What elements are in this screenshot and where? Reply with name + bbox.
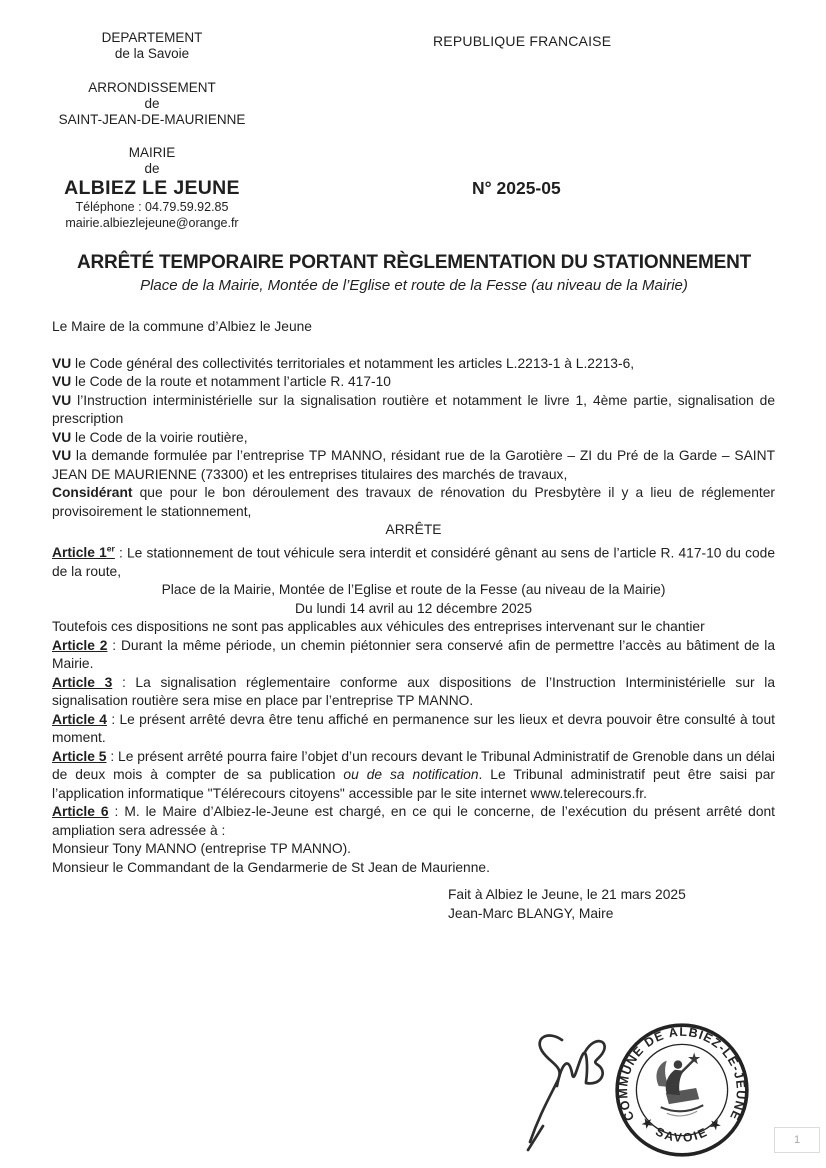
stamp-bottom-arc-text: ★ SAVOIE ★ [638,1114,726,1145]
article-3-label: Article 3 [52,674,113,690]
vu-item [52,447,775,484]
phone-line: Téléphone : 04.79.59.92.85 [75,200,229,214]
considerant-text: que pour le bon déroulement des travaux de rénovation du Presbytère il y a lieu de réglementer provisoirement le stationnement, [52,485,775,519]
arrondissement-label: ARRONDISSEMENT [88,80,216,95]
article-5-label: Article 5 [52,748,107,764]
vu-item [52,373,775,392]
article-4 [52,711,775,748]
doc-title: ARRÊTÉ TEMPORAIRE PORTANT RÈGLEMENTATION DU STATIONNEMENT [77,252,751,273]
municipal-stamp [606,1014,758,1166]
note-paragraph: Toutefois ces dispositions ne sont pas applicables aux véhicules des entreprises intervenant sur le chantier [52,619,705,635]
stamp-emblem [656,1053,703,1116]
arrondissement-name: SAINT-JEAN-DE-MAURIENNE [58,112,246,127]
article-2-label: Article 2 [52,637,108,653]
vu-text: le Code général des collectivités territoriales et notamment les articles L.2213-1 à L.2213-6, [71,355,635,371]
stamp-top-arc-text: COMMUNE DE ALBIEZ-LE-JEUNE [616,1024,748,1124]
article-1 [52,540,775,582]
article-6-body: : M. le Maire d’Albiez-le-Jeune est chargé, en ce qui le concerne, de l’exécution du présent arrêté dont ampliation sera adressée à : [52,804,775,838]
commune-name: ALBIEZ LE JEUNE [64,177,240,199]
doc-number: N° 2025-05 [472,178,561,198]
arrondissement-de: de [144,96,160,111]
vu-item [52,429,775,448]
mairie-label: MAIRIE [128,145,176,160]
vu-lead: VU [52,429,72,445]
republique-label: REPUBLIQUE FRANCAISE [433,33,612,49]
vu-item [52,355,775,374]
article-2-body: : Durant la même période, un chemin piétonnier sera conservé afin de permettre l’accès au bâtiment de la Mairie. [52,637,775,672]
vu-block [52,355,775,522]
svg-text:★ SAVOIE ★ [639,1114,726,1145]
article-4-label: Article 4 [52,711,107,727]
department-label: DEPARTEMENT [101,30,203,45]
vu-text: le Code de la voirie routière, [71,429,248,445]
article-6-label: Article 6 [52,804,109,820]
article-5-italic: ou de sa notification [343,767,479,783]
article-1-sup: er [106,543,115,554]
intro-line: Le Maire de la commune d’Albiez le Jeune [52,319,312,334]
doc-subtitle: Place de la Mairie, Montée de l’Eglise et route de la Fesse (au niveau de la Mairie) [140,277,688,294]
page-number-stamp: 1 [774,1127,820,1153]
article-5-body-2: . Le Tribunal administratif peut être saisi par l’application informatique "Télérecours citoyens" accessible par le site internet www.telerecours.fr. [52,767,775,801]
article-1-body: : Le stationnement de tout véhicule sera interdit et considéré gênant au sens de l’article R. 417-10 du code de la route, [52,545,775,579]
article-5-body-1: : Le présent arrêté pourra faire l’objet d’un recours devant le Tribunal Administratif de Grenoble dans un délai de deux mois à compter de sa publication [52,748,775,783]
article-6 [52,803,775,840]
vu-lead: VU [52,448,72,463]
arrete-heading: ARRÊTE [385,522,442,537]
vu-lead: VU [52,355,72,371]
letterhead [40,30,264,231]
article-3 [52,674,775,711]
article-1-location-line: Place de la Mairie, Montée de l’Eglise et route de la Fesse (au niveau de la Mairie) [161,582,666,598]
vu-text: la demande formulée par l’entreprise TP MANNO, résidant rue de la Garotière – ZI du Pré de la Garde – SAINT JEAN DE MAURIENNE (73300) et les entreprises titulaires des marchés de travaux, [52,448,775,482]
destination-line-2: Monsieur le Commandant de la Gendarmerie de St Jean de Maurienne. [52,859,490,875]
mairie-de: de [144,161,160,176]
article-2 [52,637,775,674]
vu-lead: VU [52,374,72,389]
document-body [52,318,775,923]
article-1-label: Article 1er [52,543,115,561]
vu-item [52,392,775,429]
vu-text: le Code de la route et notamment l’article R. 417-10 [71,374,391,389]
considerant-item [52,484,775,521]
closing-signer: Jean-Marc BLANGY, Maire [448,905,614,921]
vu-lead: VU [52,392,72,408]
destination-line-1: Monsieur Tony MANNO (entreprise TP MANNO). [52,841,352,857]
article-3-body: : La signalisation réglementaire conforme aux dispositions de l’Instruction Interministérielle sur la signalisation routière sera mise en place par l’entreprise TP MANNO. [52,674,775,709]
email-line: mairie.albiezlejeune@orange.fr [65,215,239,230]
vu-text: l’Instruction interministérielle sur la signalisation routière et notamment le livre 1, 4ème partie, signalisation de prescription [52,392,775,426]
considerant-lead: Considérant [52,485,133,500]
closing-block [448,886,775,923]
article-4-body: : Le présent arrêté devra être tenu affiché en permanence sur les lieux et devra pouvoir être consulté à tout moment. [52,711,775,746]
department-name: de la Savoie [114,46,190,61]
closing-place-date: Fait à Albiez le Jeune, le 21 mars 2025 [448,887,686,903]
article-1-date-line: Du lundi 14 avril au 12 décembre 2025 [295,600,532,616]
article-5 [52,748,775,804]
